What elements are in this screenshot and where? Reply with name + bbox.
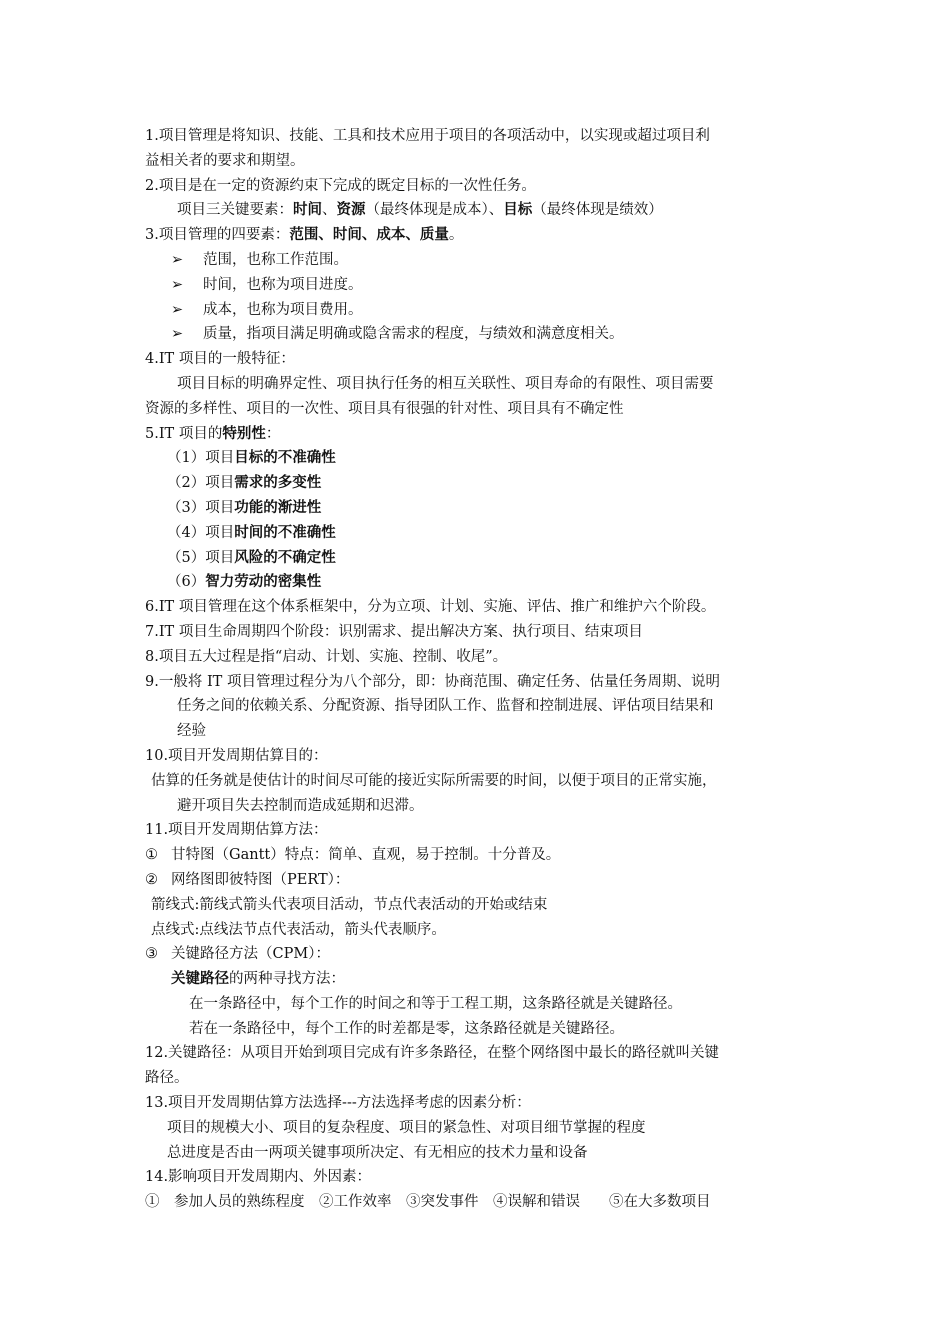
critical-path-method-1: 在一条路径中，每个工作的时间之和等于工程工期，这条路径就是关键路径。 bbox=[189, 995, 682, 1012]
para-9-line-2: 任务之间的依赖关系、分配资源、指导团队工作、监督和控制进展、评估项目结果和 bbox=[177, 698, 714, 715]
bullet-item-quality: ➢ 质量，指项目满足明确或隐含需求的程度，与绩效和满意度相关。 bbox=[145, 322, 810, 347]
para-9-line-1: 9.一般将 IT 项目管理过程分为八个部分，即：协商范围、确定任务、估量任务周期、说明 bbox=[145, 673, 720, 690]
para-4-body-line-1: 项目目标的明确界定性、项目执行任务的相互关联性、项目寿命的有限性、项目需要 bbox=[177, 375, 714, 392]
para-7: 7.IT 项目生命周期四个阶段：识别需求、提出解决方案、执行项目、结束项目 bbox=[145, 623, 643, 640]
arrow-bullet-icon: ➢ bbox=[171, 276, 184, 293]
para-1-line-1: 1.项目管理是将知识、技能、工具和技术应用于项目的各项活动中，以实现或超过项目利 bbox=[145, 128, 710, 144]
para-14-factors: ① 参加人员的熟练程度 ②工作效率 ③突发事件 ④误解和错误 ⑤在大多数项目 bbox=[145, 1194, 711, 1211]
para-2: 2.项目是在一定的资源约束下完成的既定目标的一次性任务。 bbox=[145, 177, 536, 194]
method-pert: ② 网络图即彼特图（PERT）： bbox=[145, 868, 810, 893]
para-13-body-line-1: 项目的规模大小、项目的复杂程度、项目的紧急性、对项目细节掌握的程度 bbox=[167, 1119, 646, 1136]
para-14: 14.影响项目开发周期内、外因素： bbox=[145, 1169, 372, 1186]
pert-arrow-style: 箭线式:箭线式箭头代表项目活动，节点代表活动的开始或结束 bbox=[151, 896, 548, 913]
para-13-body-line-2: 总进度是否由一两项关键事项所决定、有无相应的技术力量和设备 bbox=[167, 1144, 588, 1161]
para-9-line-3: 经验 bbox=[177, 723, 206, 740]
para-10: 10.项目开发周期估算目的： bbox=[145, 747, 328, 764]
pert-node-style: 点线式:点线法节点代表活动，箭头代表顺序。 bbox=[151, 921, 446, 938]
arrow-bullet-icon: ➢ bbox=[171, 301, 184, 318]
para-4-body-line-2: 资源的多样性、项目的一次性、项目具有很强的针对性、项目具有不确定性 bbox=[145, 400, 624, 417]
para-13: 13.项目开发周期估算方法选择---方法选择考虑的因素分析： bbox=[145, 1095, 531, 1112]
critical-path-method-2: 若在一条路径中，每个工作的时差都是零，这条路径就是关键路径。 bbox=[189, 1020, 624, 1037]
method-gantt: ① 甘特图（Gantt）特点：简单、直观，易于控制。十分普及。 bbox=[145, 843, 810, 868]
bullet-item-time: ➢ 时间，也称为项目进度。 bbox=[145, 273, 810, 298]
para-12-line-2: 路径。 bbox=[145, 1070, 189, 1087]
para-5: 5.IT 项目的特别性： bbox=[145, 424, 281, 442]
arrow-bullet-icon: ➢ bbox=[171, 326, 184, 343]
para-1-line-2: 益相关者的要求和期望。 bbox=[145, 152, 305, 169]
feature-item-6: （6）智力劳动的密集性 bbox=[167, 573, 322, 591]
feature-item-4: （4）项目时间的不准确性 bbox=[167, 523, 336, 541]
feature-item-1: （1）项目目标的不准确性 bbox=[167, 449, 336, 467]
circled-number: ③ bbox=[145, 946, 158, 963]
para-10-body-line-2: 避开项目失去控制而造成延期和迟滞。 bbox=[177, 797, 424, 814]
arrow-bullet-icon: ➢ bbox=[171, 251, 184, 268]
key-elements-line: 项目三关键要素：时间、资源（最终体现是成本）、目标（最终体现是绩效） bbox=[177, 201, 663, 219]
para-3: 3.项目管理的四要素：范围、时间、成本、质量。 bbox=[145, 226, 464, 244]
feature-item-2: （2）项目需求的多变性 bbox=[167, 474, 322, 492]
para-6: 6.IT 项目管理在这个体系框架中，分为立项、计划、实施、评估、推广和维护六个阶段。 bbox=[145, 599, 716, 616]
para-8: 8.项目五大过程是指“启动、计划、实施、控制、收尾”。 bbox=[145, 648, 508, 665]
bullet-item-cost: ➢ 成本，也称为项目费用。 bbox=[145, 298, 810, 323]
method-cpm: ③ 关键路径方法（CPM）： bbox=[145, 942, 810, 967]
para-10-body-line-1: 估算的任务就是使估计的时间尽可能的接近实际所需要的时间，以便于项目的正常实施， bbox=[151, 772, 717, 789]
circled-number: ② bbox=[145, 871, 158, 888]
bullet-item-scope: ➢ 范围，也称工作范围。 bbox=[145, 248, 810, 273]
circled-number: ① bbox=[145, 847, 158, 864]
document-body bbox=[145, 124, 810, 1215]
critical-path-heading: 关键路径的两种寻找方法： bbox=[171, 970, 345, 988]
para-4: 4.IT 项目的一般特征： bbox=[145, 351, 295, 368]
feature-item-5: （5）项目风险的不确定性 bbox=[167, 548, 336, 566]
para-11: 11.项目开发周期估算方法： bbox=[145, 822, 328, 839]
para-12-line-1: 12.关键路径：从项目开始到项目完成有许多条路径，在整个网络图中最长的路径就叫关键 bbox=[145, 1045, 720, 1062]
feature-item-3: （3）项目功能的渐进性 bbox=[167, 498, 322, 516]
